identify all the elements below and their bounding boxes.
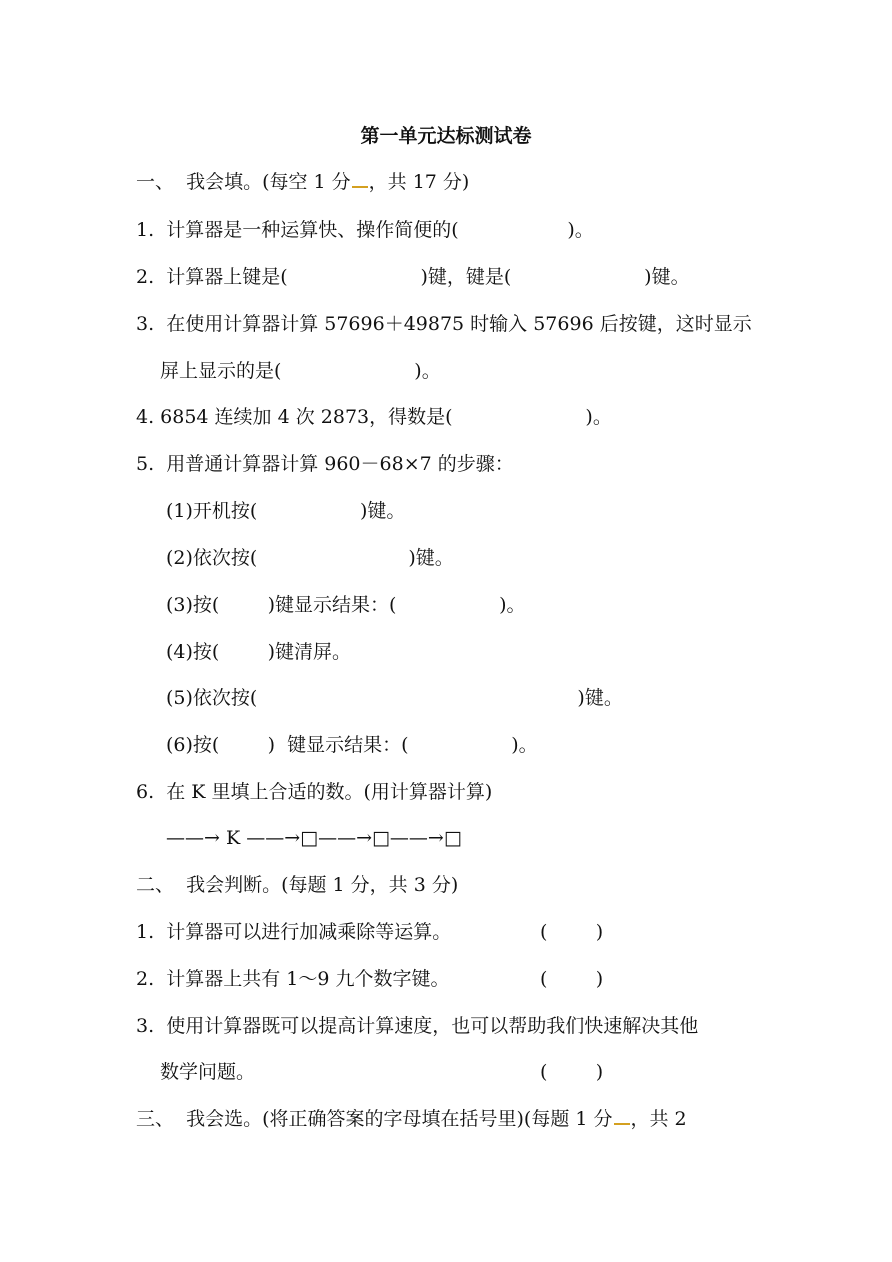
s2-q2: 2. 计算器上共有 1～9 九个数字键。 — [136, 968, 450, 990]
s1-q1: 1. 计算器是一种运算快、操作简便的( )。 — [136, 219, 594, 241]
s2-q1: 1. 计算器可以进行加减乘除等运算。 — [136, 921, 452, 943]
s1-q5-step: (2)依次按( )键。 — [166, 547, 454, 569]
s1-q6: 6. 在 K 里填上合适的数。(用计算器计算) — [136, 781, 493, 803]
highlight-mark — [614, 1111, 630, 1125]
s1-q5-step: (6)按( ) 键显示结果：( )。 — [166, 734, 538, 756]
s1-q5-step: (5)依次按( )键。 — [166, 687, 623, 709]
s1-q5: 5. 用普通计算器计算 960－68×7 的步骤： — [136, 453, 514, 475]
s1-q6-chain: ——→ K ——→□——→□——→□ — [166, 827, 462, 849]
s1-q2: 2. 计算器上键是( )键，键是( )键。 — [136, 266, 690, 288]
section3-heading — [136, 1107, 687, 1131]
page-title: 第一单元达标测试卷 — [360, 125, 532, 147]
section1-heading-text-end: ，共 17 分) — [368, 171, 470, 193]
s1-q4: 4. 6854 连续加 4 次 2873，得数是( )。 — [136, 406, 612, 428]
answer-bracket[interactable]: ( ) — [540, 921, 604, 943]
answer-bracket[interactable]: ( ) — [540, 968, 604, 990]
section3-heading-text: 三、 我会选。(将正确答案的字母填在括号里)(每题 1 分 — [136, 1108, 613, 1130]
section3-heading-text-end: ，共 2 — [630, 1108, 687, 1130]
section1-heading-text: 一、 我会填。(每空 1 分 — [136, 171, 351, 193]
s1-q5-step: (3)按( )键显示结果：( )。 — [166, 594, 526, 616]
s1-q3-line1: 3. 在使用计算器计算 57696＋49875 时输入 57696 后按键，这时显示 — [136, 313, 752, 335]
highlight-mark — [352, 174, 368, 188]
section1-heading — [136, 170, 469, 194]
answer-bracket[interactable]: ( ) — [540, 1061, 604, 1083]
s2-q3-line2: 数学问题。 — [160, 1061, 256, 1083]
s2-q3-line1: 3. 使用计算器既可以提高计算速度，也可以帮助我们快速解决其他 — [136, 1015, 699, 1037]
section2-heading: 二、 我会判断。(每题 1 分，共 3 分) — [136, 874, 459, 896]
s1-q5-step: (4)按( )键清屏。 — [166, 641, 352, 663]
s1-q5-step: (1)开机按( )键。 — [166, 500, 406, 522]
s1-q3-line2: 屏上显示的是( )。 — [160, 360, 441, 382]
